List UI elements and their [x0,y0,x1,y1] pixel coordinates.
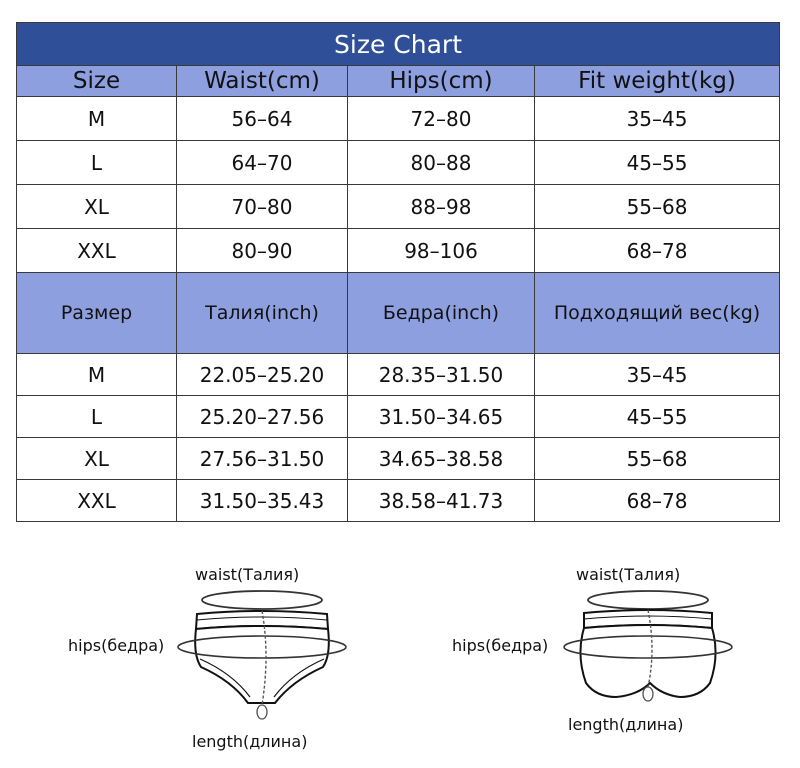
cell-waist: 70–80 [177,185,348,229]
cell-hips: 72–80 [348,97,535,141]
cell-size: XL [17,185,177,229]
cell-size: XL [17,438,177,480]
header-fit-weight-ru: Подходящий вес(kg) [535,273,780,354]
table-row [17,141,780,185]
cell-waist: 25.20–27.56 [177,396,348,438]
hips-label: hips(бедра) [452,636,549,655]
boxer-icon [400,555,800,768]
table-row [17,229,780,273]
table-row [17,396,780,438]
cell-weight: 35–45 [535,97,780,141]
waist-label: waist(Талия) [195,565,300,584]
cell-weight: 55–68 [535,185,780,229]
cell-weight: 45–55 [535,396,780,438]
cell-hips: 98–106 [348,229,535,273]
table-row [17,438,780,480]
header-hips-cm: Hips(cm) [348,66,535,97]
cell-hips: 88–98 [348,185,535,229]
table-row [17,480,780,522]
cell-size: XXL [17,229,177,273]
cell-size: M [17,354,177,396]
header-waist-inch: Талия(inch) [177,273,348,354]
cell-hips: 80–88 [348,141,535,185]
hips-label: hips(бедра) [68,636,165,655]
cell-hips: 34.65–38.58 [348,438,535,480]
cell-size: L [17,396,177,438]
cell-weight: 55–68 [535,438,780,480]
cell-waist: 80–90 [177,229,348,273]
cell-weight: 45–55 [535,141,780,185]
cell-size: L [17,141,177,185]
cell-hips: 28.35–31.50 [348,354,535,396]
size-chart-table [16,22,780,522]
cell-waist: 27.56–31.50 [177,438,348,480]
cell-weight: 68–78 [535,229,780,273]
cell-waist: 22.05–25.20 [177,354,348,396]
header-fit-weight: Fit weight(kg) [535,66,780,97]
cell-weight: 68–78 [535,480,780,522]
header-size: Size [17,66,177,97]
cell-weight: 35–45 [535,354,780,396]
header-hips-inch: Бедра(inch) [348,273,535,354]
cell-waist: 31.50–35.43 [177,480,348,522]
header-waist-cm: Waist(cm) [177,66,348,97]
table-row [17,354,780,396]
cell-hips: 38.58–41.73 [348,480,535,522]
inch-header-row [17,273,780,354]
cell-size: XXL [17,480,177,522]
length-label: length(длина) [568,715,684,734]
cell-hips: 31.50–34.65 [348,396,535,438]
chart-title: Size Chart [17,23,780,66]
length-label: length(длина) [192,732,308,751]
briefs-icon [0,555,400,768]
header-size-ru: Размер [17,273,177,354]
cell-size: M [17,97,177,141]
briefs-diagram [0,555,400,768]
cell-waist: 64–70 [177,141,348,185]
waist-label: waist(Талия) [576,565,681,584]
table-row [17,97,780,141]
boxer-diagram [400,555,800,768]
table-row [17,185,780,229]
cell-waist: 56–64 [177,97,348,141]
cm-header-row [17,66,780,97]
